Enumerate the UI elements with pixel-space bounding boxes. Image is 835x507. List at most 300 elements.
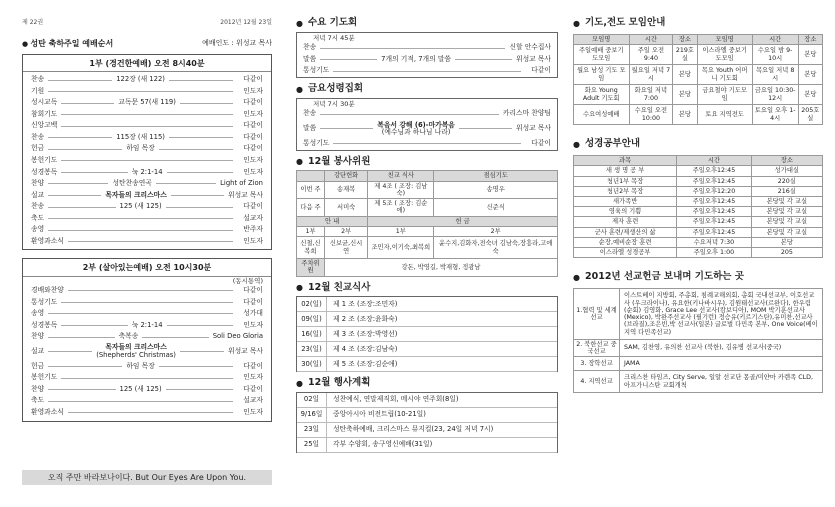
bullet-icon: ● (296, 379, 303, 389)
leader-line (48, 91, 233, 92)
volunteers-cell: 조민자,이기숙,최복희 (368, 237, 434, 259)
order-row (31, 97, 263, 109)
table-cell: 새가족반 (574, 197, 677, 207)
table-row (574, 227, 823, 237)
table-header-row (574, 34, 823, 44)
list-item (297, 327, 557, 342)
table-cell: 화요 Young Adult 기도회 (574, 85, 630, 105)
order-leader: 인도자 (243, 373, 263, 382)
order-leader: 위성교 목사 (516, 124, 552, 133)
mission-title: 2012년 선교헌금 보내며 기도하는 곳 (584, 271, 744, 283)
table-cell: 주일오후12:45 (677, 176, 751, 186)
leader-line (48, 218, 233, 219)
bible-title: 성경공부안내 (584, 138, 641, 150)
fellowship-title: 12월 친교식사 (307, 281, 371, 293)
order-leader: 인도자 (243, 407, 263, 416)
leader-line (455, 59, 512, 60)
leader-line (48, 230, 233, 231)
order-row (31, 343, 263, 361)
table-cell: 주일 오전 9:40 (629, 45, 673, 65)
order-row (31, 331, 263, 343)
list-date: 30(일) (297, 357, 327, 371)
order-item: 환영과소식 (31, 407, 64, 416)
table-cell: 주일오후12:45 (677, 197, 751, 207)
mission-category: 1.협력 및 세계선교 (574, 289, 620, 339)
list-date: 02(일) (297, 297, 327, 311)
order-leader: 인도자 (243, 155, 263, 164)
table-header-cell: 장소 (798, 34, 822, 44)
table-cell: 목요일 저녁 8시 (752, 65, 798, 85)
table-cell: 청년2부 목장 (574, 186, 677, 196)
order-detail: 목자들의 크리스마스 (105, 190, 167, 199)
leader-line (48, 183, 108, 184)
table-cell: 본당 (673, 85, 697, 105)
order-detail: 125 (새 125) (119, 384, 162, 393)
list-date: 9/16일 (297, 408, 327, 422)
bullet-icon: ● (296, 157, 303, 167)
order-item: 기원 (31, 86, 45, 95)
volunteers-cell: 신준식 (434, 199, 558, 216)
volunteers-cell: 신철,신복희 (297, 237, 325, 259)
leader-line (171, 195, 224, 196)
leader-line (48, 401, 233, 402)
order-detail: 교독문 57(새 119) (118, 98, 176, 107)
interpretation-note: (동시통역) (232, 276, 263, 285)
order-item: 신앙고백 (31, 121, 58, 130)
table-cell: 216실 (751, 186, 822, 196)
volunteers-cell: 1부 (297, 226, 325, 236)
table-row (574, 85, 823, 105)
table-cell: 주일오후12:45 (677, 207, 751, 217)
table-cell: 목요 Youth 어머니 기도회 (697, 65, 752, 85)
table-cell: 본당 (673, 65, 697, 85)
bullet-icon: ● (573, 140, 580, 150)
order-row (31, 224, 263, 236)
table-cell: 성가대실 (751, 166, 822, 176)
list-date: 23(일) (297, 342, 327, 356)
table-row (574, 237, 823, 247)
list-text: 제 1 조 (조장:조민자) (333, 299, 398, 308)
leader-line (61, 103, 114, 104)
order-detail: 축복송 (118, 332, 139, 341)
leader-line (48, 313, 233, 314)
table-cell: 본당 (798, 45, 822, 65)
order-row (31, 396, 263, 408)
volunteers-title: 12월 봉사위원 (307, 155, 371, 167)
table-cell: 본당 (673, 105, 697, 125)
bulletin-header (22, 20, 272, 27)
volunteers-header: 친교 식사 (368, 171, 434, 181)
table-row (574, 65, 823, 85)
volunteers-cell: 이번 주 (297, 181, 325, 198)
leader-line (167, 325, 233, 326)
list-date: 25일 (297, 438, 327, 452)
volunteers-header: 안 내 (297, 216, 368, 226)
volunteers-cell: 서미숙 (325, 199, 368, 216)
leader-line (320, 48, 505, 49)
order-leader: 다같이 (243, 297, 263, 306)
order-item: 찬양 (31, 179, 45, 188)
order-row (31, 213, 263, 225)
order-leader: 다같이 (531, 138, 551, 147)
order-item: 말씀 (303, 54, 317, 63)
list-item (297, 342, 557, 357)
table-header-cell: 과목 (574, 156, 677, 166)
list-item (297, 408, 557, 423)
order-row (31, 132, 263, 144)
table-row (574, 105, 823, 125)
order-leader: 위성교 목사 (228, 190, 264, 199)
order-row (31, 297, 263, 309)
table-cell: 본당 (798, 65, 822, 85)
volunteers-cell: 제 5조 ( 조장: 김순애) (368, 199, 434, 216)
table-row (574, 207, 823, 217)
order-detail-sub: (예수님과 하나님 나라) (381, 127, 451, 136)
order-item: 찬양 (31, 384, 45, 393)
order-item: 찬송 (303, 43, 317, 52)
table-cell: 본당및 각 교실 (751, 197, 822, 207)
friday-list (303, 108, 551, 149)
volunteers-header: 강단헌화 (325, 171, 368, 181)
table-cell: 주일오후12:45 (677, 217, 751, 227)
mission-targets: 크리스찬 타임즈, City Serve, 일알 선교단 몽골/미얀마 카렌족 CLD, 아프가니스탄 교회개척 (620, 371, 823, 392)
table-cell: 주일오후12:20 (677, 186, 751, 196)
list-item (297, 357, 557, 372)
fellowship-list (296, 296, 558, 372)
order-detail: 하임 목장 (126, 144, 155, 153)
order-detail: 7개의 기적, 7개의 말씀 (381, 54, 451, 63)
table-cell: 219호실 (673, 45, 697, 65)
list-text: 성찬예식, 연말제직회, 메시야 연주회(8일) (333, 395, 459, 404)
table-cell: 수요저녁 7:30 (677, 237, 751, 247)
leader-line (48, 195, 101, 196)
bible-title-row (573, 139, 823, 150)
table-header-cell: 시간 (752, 34, 798, 44)
leader-line (48, 337, 114, 338)
first-service-list (31, 74, 263, 247)
order-leader: 위성교 목사 (516, 54, 551, 63)
order-leader: Light of Zion (220, 179, 263, 188)
order-leader: 인도자 (243, 109, 263, 118)
order-row (303, 120, 551, 138)
order-leader: 다같이 (243, 144, 264, 153)
table-cell: 금요일 10:30-12시 (752, 85, 798, 105)
table-cell: 수요여성예배 (574, 105, 630, 125)
order-row (31, 155, 263, 167)
order-leader: 다같이 (243, 121, 263, 130)
order-item: 통성기도 (303, 66, 330, 75)
wednesday-box (296, 32, 558, 78)
volunteers-cell: 2부 (434, 226, 558, 236)
order-item: 환영과소식 (31, 236, 64, 245)
order-row (31, 361, 263, 373)
list-text: 각부 수양회, 송구영신예배(31일) (333, 440, 433, 449)
volunteers-cell: 제 4조 ( 조장: 김남숙) (368, 181, 434, 198)
order-leader: 인도자 (243, 320, 264, 329)
order-detail: 하임 목장 (126, 361, 155, 370)
volunteers-title-row (296, 157, 558, 168)
order-leader: Soli Deo Gloria (212, 332, 263, 341)
motto-banner: 오직 주만 바라보나이다. But Our Eyes Are Upon You. (22, 470, 272, 485)
leader-line (48, 137, 112, 138)
leader-line (68, 241, 233, 242)
order-item: 찬양 (31, 332, 45, 341)
friday-time: 저녁 7시 30분 (313, 99, 355, 108)
leader-line (166, 389, 233, 390)
leader-line (166, 207, 233, 208)
bullet-icon: ● (573, 18, 580, 28)
prayer-title: 기도,전도 모임안내 (584, 17, 666, 28)
table-row (574, 248, 823, 258)
bullet-icon: ● (573, 273, 580, 283)
friday-title: 금요성령집회 (307, 83, 364, 95)
table-cell: 이스라엘 성경공부 (574, 248, 677, 258)
order-item: 축도 (31, 213, 45, 222)
mission-targets: JAMA (620, 357, 823, 371)
table-cell: 본당및 각 교실 (751, 217, 822, 227)
volunteers-cell: 윤수지,김화자,전숙녀 김남숙,장흥라,고애숙 (434, 237, 558, 259)
table-cell: 220실 (751, 176, 822, 186)
order-row (31, 86, 263, 98)
table-cell: 월요 남성 기도 모임 (574, 65, 630, 85)
table-cell: 영육의 기쁨 (574, 207, 677, 217)
order-item: 성경봉독 (31, 320, 58, 329)
order-row (31, 190, 263, 202)
mission-table (573, 288, 823, 393)
mission-title-row (573, 272, 823, 283)
order-leader: 반주자 (243, 225, 263, 234)
order-item: 통성기도 (31, 297, 58, 306)
order-item: 성경봉독 (31, 167, 58, 176)
order-leader: 다같이 (243, 75, 263, 84)
leader-line (61, 325, 127, 326)
table-cell: 금요철야 기도모임 (697, 85, 752, 105)
leader-line (320, 128, 373, 129)
order-item: 통성기도 (303, 138, 330, 147)
order-detail: 성탄찬송연곡 (112, 179, 152, 188)
leader-line (48, 149, 122, 150)
table-row (574, 186, 823, 196)
order-row (31, 384, 263, 396)
order-item: 송영 (31, 225, 45, 234)
order-leader: 다같이 (243, 98, 263, 107)
table-cell: 제자 훈련 (574, 217, 677, 227)
list-date: 16(일) (297, 327, 327, 341)
volunteers-table (296, 170, 558, 276)
order-detail: 눅 2:1-14 (131, 320, 163, 329)
order-row (303, 54, 551, 66)
order-item: 봉헌기도 (31, 373, 58, 382)
friday-box (296, 98, 558, 151)
issue-number: 제 22권 (22, 19, 44, 26)
volunteers-cell: 1부 (368, 226, 434, 236)
order-title: 성탄 축하주일 예배순서 (30, 38, 114, 48)
leader-line (169, 137, 233, 138)
order-leader: 다같이 (531, 66, 551, 75)
order-row (31, 308, 263, 320)
leader-line (333, 143, 521, 144)
list-item (297, 423, 557, 438)
table-cell: 주일오후12:45 (677, 166, 751, 176)
order-item: 찬송 (31, 202, 45, 211)
table-row (574, 357, 823, 371)
list-item (297, 393, 557, 408)
order-of-service-column (22, 0, 272, 507)
volunteers-header: 점심기도 (434, 171, 558, 181)
order-item: 설교 (31, 346, 45, 355)
table-cell: 본당 (751, 237, 822, 247)
table-header-cell: 장소 (751, 156, 822, 166)
leader-line (142, 337, 208, 338)
order-leader: 인도자 (243, 86, 263, 95)
table-cell: 청년1부 목장 (574, 176, 677, 186)
order-row (31, 320, 263, 332)
table-cell: 205 (751, 248, 822, 258)
volunteers-header: 주차위원 (297, 259, 325, 276)
wednesday-title: 수요 기도회 (307, 17, 358, 28)
bible-table (573, 155, 823, 258)
table-cell: 순장,예비순장 훈련 (574, 237, 677, 247)
leader-line (61, 160, 233, 161)
list-item (297, 297, 557, 312)
leader-line (167, 172, 233, 173)
order-row (31, 167, 263, 179)
leader-line (68, 290, 233, 291)
order-row (303, 138, 551, 150)
mission-category: 4. 지역선교 (574, 371, 620, 392)
leader-line (333, 71, 521, 72)
list-text: 제 4 조 (조장:김남숙) (333, 344, 398, 353)
second-service-list (31, 285, 263, 418)
order-leader: 인도자 (243, 167, 264, 176)
prayer-table (573, 34, 823, 125)
prayer-title-row (573, 18, 823, 29)
order-leader: 설교자 (243, 213, 263, 222)
fellowship-title-row (296, 283, 558, 294)
table-row (574, 371, 823, 392)
leader-line (48, 389, 115, 390)
table-cell: 토요일 오후 1-4시 (752, 105, 798, 125)
order-leader: 다같이 (243, 202, 263, 211)
mission-category: 2. 북한선교 중국선교 (574, 339, 620, 356)
leader-line (48, 351, 92, 352)
table-cell: 본당 (798, 85, 822, 105)
mission-targets: SAM, 김찬영, 유의찬 선교사 (북한), 김유병 선교사(중국) (620, 339, 823, 356)
volunteers-cell: 신보균,신시연 (325, 237, 368, 259)
order-row (31, 74, 263, 86)
table-cell: 군사 훈련/제생산의 삶 (574, 227, 677, 237)
table-header-cell: 모임명 (574, 34, 630, 44)
bullet-icon: ● (22, 39, 31, 48)
volunteers-cell: 2부 (325, 226, 368, 236)
order-detail: 115장 (새 115) (116, 132, 165, 141)
table-cell: 수요일 오전 10:00 (629, 105, 673, 125)
order-row (31, 236, 263, 248)
order-item: 성시교독 (31, 98, 58, 107)
bullet-icon: ● (296, 283, 303, 293)
leader-line (61, 378, 233, 379)
order-detail-sub: (Shepherds' Christmas) (96, 350, 176, 359)
order-item: 헌금 (31, 144, 45, 153)
list-text: 제 3 조 (조장:박영선) (333, 329, 398, 338)
mission-category: 3. 장학선교 (574, 357, 620, 371)
leader-line (48, 80, 112, 81)
table-header-row (574, 156, 823, 166)
order-detail (96, 344, 176, 359)
volunteers-header: 헌 금 (368, 216, 558, 226)
list-text: 성탄축하예배, 크리스마스 뮤지컬(23, 24일 저녁 7시) (333, 425, 494, 434)
order-leader: 다같이 (243, 285, 263, 294)
order-leader: 위성교 목사 (228, 346, 264, 355)
leader-line (169, 80, 233, 81)
order-leader: 인도자 (243, 236, 263, 245)
wednesday-list (303, 42, 551, 77)
order-title-row (22, 39, 272, 48)
order-item: 찬송 (31, 132, 45, 141)
leader-line (61, 172, 127, 173)
order-detail-main: 목자들의 크리스마스 (105, 343, 167, 352)
leader-line (320, 59, 377, 60)
leader-line (159, 366, 233, 367)
leader-line (156, 183, 216, 184)
table-cell: 주일오후12:45 (677, 227, 751, 237)
order-item: 설교 (31, 190, 45, 199)
order-row (31, 372, 263, 384)
volunteers-cell: 송명우 (434, 181, 558, 198)
events-title-row (296, 378, 558, 389)
friday-title-row (296, 84, 558, 95)
leader-line (459, 128, 512, 129)
table-header-cell: 장소 (673, 34, 697, 44)
order-item: 찬송 (303, 109, 317, 118)
order-detail (377, 122, 455, 137)
list-item (297, 312, 557, 327)
bulletin-date: 2012년 12월 23일 (220, 19, 272, 26)
volunteers-cell: 송재복 (325, 181, 368, 198)
list-date: 02일 (297, 393, 327, 407)
table-cell: 월요일 저녁 7시 (629, 65, 673, 85)
order-row (31, 109, 263, 121)
first-service-heading: 1부 (경건한예배) 오전 8시40분 (23, 57, 271, 72)
order-detail-main: 복음서 강해 (6)-마가복음 (377, 120, 455, 129)
list-text: 제 5 조 (조장:김순애) (333, 359, 398, 368)
table-cell: 주일예배 중보기도모임 (574, 45, 630, 65)
table-row (574, 176, 823, 186)
leader-line (48, 366, 122, 367)
table-row (574, 166, 823, 176)
table-cell: 화요일 저녁7:00 (629, 85, 673, 105)
order-item: 찬송 (31, 75, 45, 84)
order-leader: 성가대 (243, 309, 263, 318)
volunteers-cell: 다음 주 (297, 199, 325, 216)
leader-line (180, 351, 224, 352)
order-item: 참회기도 (31, 109, 58, 118)
leader-line (61, 114, 233, 115)
table-header-cell: 시간 (677, 156, 751, 166)
order-row (31, 144, 263, 156)
mission-targets: 이스트베이 지방회, 주총회, 침례교해외회, 총회 국내선교부, 이호선교사 (우크라이나), 유요한(키나바시우), 김원태선교사(르완다), 한우림(순회) 김영화, Grace Lee 선교사(캄보디아), MOM 박기훈선교사 (Mexico), 박완주선교사 (필기런) 정승유(키르기스탄),유미찬,선교사(브라질),조은빈,박 선교사(일본) 글로벌 다민족 본부, One Voice(베이지역 다민족선교) (620, 289, 823, 339)
ministry-column (573, 0, 823, 507)
events-list (296, 392, 558, 453)
order-leader: 다같이 (243, 384, 263, 393)
table-row (574, 45, 823, 65)
wednesday-title-row (296, 18, 558, 29)
order-item: 봉헌기도 (31, 155, 58, 164)
order-row (31, 178, 263, 190)
second-service-box (22, 258, 272, 421)
leader-line (61, 126, 233, 127)
order-leader: 설교자 (243, 396, 263, 405)
